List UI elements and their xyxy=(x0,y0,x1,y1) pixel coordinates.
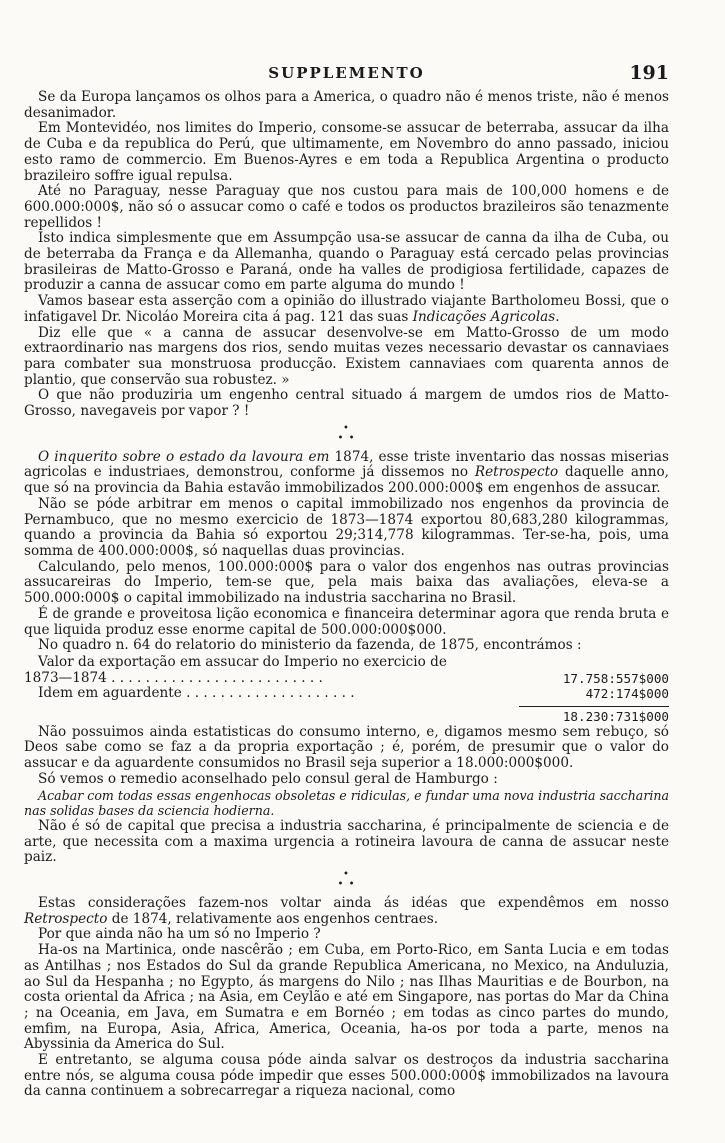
paragraph: Não se póde arbitrar em menos o capital immobilizado nos engenhos da provincia de Pernambuco, que no mesmo exercicio de 1873—1874 exportou 80,683,280 kilogrammas, quando a provincia da Bahia só exportou 29;314,778 kilogrammas. Ter-se-ha, pois, uma somma de 400.000:000$, só naquellas duas provincias. xyxy=(24,495,669,559)
ledger-total: 18.230:731$000 xyxy=(562,709,669,725)
paragraph: No quadro n. 64 do relatorio do ministerio da fazenda, de 1875, encontrámos : xyxy=(38,637,582,654)
ledger-total-rule xyxy=(519,706,669,707)
paragraph: Ha-os na Martinica, onde nascêrão ; em Cuba, em Porto-Rico, em Santa Lucia e em todas as Antilhas ; nos Estados do Sul da grande Republica Americana, no Mexico, na Anduluzia, ao Sul da Hespanha ; no Egypto, ás margens do Nilo ; nas Ilhas Mauritias e de Bourbon, na costa oriental da Africa ; na Asia, em Ceylão e até em Singapore, nas portas do Mar da China ; na Oceania, em Java, em Sumatra e em Bornéo ; em todas as cinco partes do mundo, emfim, na Europa, Asia, Africa, America, Oceania, ha-os por toda a parte, menos na Abyssinia da America do Sul. xyxy=(24,942,669,1053)
running-title: SUPPLEMENTO xyxy=(268,64,425,82)
paragraph: Até no Paraguay, nesse Paraguay que nos custou para mais de 100,000 homens e de 600.000:000$, não só o assucar como o café e todos os productos brazileiros são tenazmente repellidos ! xyxy=(24,183,669,231)
text-run: de 1874, relativamente aos engenhos centraes. xyxy=(107,910,439,927)
paragraph: Em Montevidéo, nos limites do Imperio, consome-se assucar de beterraba, assucar da ilha de Cuba e da republica do Perú, que ultimamente, em Novembro do anno passado, iniciou esto ramo de commercio. Em Buenos-Ayres e em toda a Republica Argentina o producto brazileiro soffre igual repulsa. xyxy=(24,120,669,184)
ledger-row xyxy=(24,655,669,671)
paragraph: Diz elle que « a canna de assucar desenvolve-se em Matto-Grosso de um modo extraordinario nas margens dos rios, sendo muitas vezes necessario devastar os cannaviaes para combater sua monstruosa producção. Existem cannaviaes com quarenta annos de plantio, que conservão sua robustez. » xyxy=(24,324,669,388)
paragraph: O que não produziria um engenho central situado á margem de umdos rios de Matto-Grosso, navegaveis por vapor ? ! xyxy=(24,387,669,420)
text-run: . xyxy=(555,308,560,325)
section-separator: • • • xyxy=(337,869,356,891)
paragraph: Isto indica simplesmente que em Assumpção usa-se assucar de canna da ilha de Cuba, ou de beterraba da França e da Allemanha, quando o Paraguay está cercado pelas provincias brasileiras de Matto-Grosso e Paraná, onde ha valles de prodigiosa fertilidade, capazes de produzir a canna de assucar como em parte alguma do mundo ! xyxy=(24,230,669,294)
paragraph xyxy=(24,450,669,497)
paragraph: Só vemos o remedio aconselhado pelo consul geral de Hamburgo : xyxy=(38,770,498,787)
ledger-amount: 17.758:557$000 xyxy=(562,670,669,686)
paragraph: Não possuimos ainda estatisticas do consumo interno, e, digamos mesmo sem rebuço, só Deos sabe como se faz a da propria exportação ; é, porém, de presumir que o valor do assucar e da aguardente consumidos no Brasil seja superior a 18.000:000$000. xyxy=(24,723,669,772)
ledger-label: Valor da exportação em assucar do Imperio no exercicio de xyxy=(38,653,447,670)
section-separator: • • • xyxy=(337,422,356,444)
ledger-label: Idem em aguardente . . . . . . . . . . . . . . . . . . . . xyxy=(38,685,355,702)
ledger-amount: 472:174$000 xyxy=(585,686,669,702)
report-title: O inquerito sobre o estado da lavoura em xyxy=(38,448,330,465)
ledger-row xyxy=(24,686,669,702)
paragraph: Calculando, pelo menos, 100.000:000$ para o valor dos engenhos nas outras provincias assucareiras do Imperio, tem-se que, pela mais baixa das avaliações, eleva-se a 500.000:000$ o capital immobilizado na industria saccharina no Brasil. xyxy=(24,558,669,607)
text-run: 1874, esse triste inventario das nossas miserias agricolas e industriaes, demonstrou, conforme já dissemos no xyxy=(24,448,669,481)
paragraph: Não é só de capital que precisa a industria saccharina, é principalmente de sciencia e de arte, que necessita com a maxima urgencia a rotineira lavoura de canna de assucar neste paiz. xyxy=(24,817,669,866)
ledger-row xyxy=(24,671,669,687)
paragraph: Por que ainda não ha um só no Imperio ? xyxy=(38,926,321,943)
page-header xyxy=(24,62,669,84)
quoted-advice: Acabar com todas essas engenhocas obsoletas e ridiculas, e fundar uma nova industria saccharina nas solidas bases da sciencia hodierna. xyxy=(24,787,669,819)
text-run: daquelle anno, que só na provincia da Bahia estavão immobilizados 200.000:000$ em engenhos de assucar. xyxy=(24,464,669,497)
publication-title: Retrospecto xyxy=(24,910,108,927)
paragraph: E entretanto, se alguma cousa póde ainda salvar os destroços da industria saccharina entre nós, se alguma cousa póde impedir que esses 500.000:000$ immobilizados na lavoura da canna continuem a sobrecarregar a riqueza nacional, como xyxy=(24,1052,669,1100)
body-text xyxy=(24,90,669,1100)
book-title: Indicações Agricolas xyxy=(412,308,556,325)
paragraph xyxy=(24,294,669,325)
text-run: Vamos basear esta asserção com a opinião do illustrado viajante Bartholomeu Bossi, que o infatigavel Dr. Nicoláo Moreira cita á pag. 121 das suas xyxy=(24,293,669,325)
paragraph: Se da Europa lançamos os olhos para a America, o quadro não é menos triste, não é menos desanimador. xyxy=(24,89,669,121)
ledger-label: 1873—1874 . . . . . . . . . . . . . . . . . . . . . . . . . xyxy=(24,669,323,686)
paragraph: É de grande e proveitosa lição economica e financeira determinar agora que renda bruta e que liquida produz esse enorme capital de 500.000:000$000. xyxy=(24,605,669,638)
paragraph xyxy=(24,896,669,927)
publication-title: Retrospecto xyxy=(474,464,559,481)
export-ledger xyxy=(24,655,669,725)
text-run: Estas considerações fazem-nos voltar ainda ás idéas que expendêmos em nosso xyxy=(38,895,669,912)
page-number: 191 xyxy=(629,62,669,84)
